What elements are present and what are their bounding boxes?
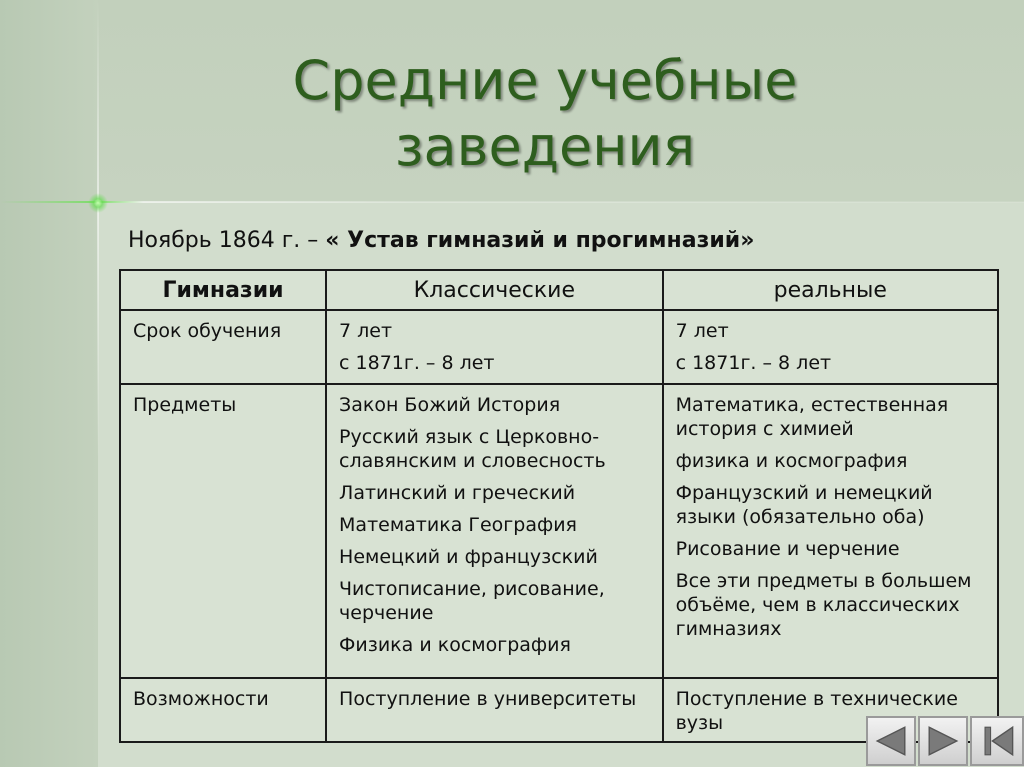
cell-real: Поступление в технические вузы xyxy=(663,678,998,742)
cell-classical: Поступление в университеты xyxy=(326,678,663,742)
table-row-subjects xyxy=(120,384,998,678)
decorative-sparkle-icon xyxy=(88,193,108,213)
cell-classical: 7 лет с 1871г. – 8 лет xyxy=(326,310,663,384)
header-classical: Классические xyxy=(326,270,663,310)
header-gymnasiums: Гимназии xyxy=(120,270,326,310)
row-label: Предметы xyxy=(120,384,326,678)
row-label: Срок обучения xyxy=(120,310,326,384)
cell-classical: Закон Божий История Русский язык с Церковно-славянским и словесность Латинский и греческий Математика География Немецкий и французский Чистописание, рисование, черчение Физика и космография xyxy=(326,384,663,678)
slide-title xyxy=(200,48,890,180)
row-label: Возможности xyxy=(120,678,326,742)
triangle-left-icon xyxy=(868,718,914,764)
cell-real: 7 лет с 1871г. – 8 лет xyxy=(663,310,998,384)
decorative-vertical-line xyxy=(97,0,99,767)
slide-subtitle xyxy=(128,228,754,253)
slide-title-line1: Средние учебные xyxy=(292,49,798,112)
decorative-horizontal-line xyxy=(0,201,1024,203)
table-header-row xyxy=(120,270,998,310)
previous-slide-button[interactable] xyxy=(866,716,916,766)
last-slide-button[interactable] xyxy=(970,716,1024,766)
header-real: реальные xyxy=(663,270,998,310)
next-slide-button[interactable] xyxy=(918,716,968,766)
subtitle-date: Ноябрь 1864 г. – xyxy=(128,228,326,253)
cell-real: Математика, естественная история с химией физика и космография Французский и немецкий языки (обязательно оба) Рисование и черчение Все эти предметы в большем объёме, чем в классических гимназиях xyxy=(663,384,998,678)
gymnasium-comparison-table xyxy=(119,269,999,743)
skip-end-icon xyxy=(972,718,1022,764)
background-left-stripe xyxy=(0,0,98,767)
subtitle-statute: « Устав гимназий и прогимназий» xyxy=(325,228,755,253)
triangle-right-icon xyxy=(920,718,966,764)
slide-title-line2: заведения xyxy=(394,115,696,178)
table-row-duration xyxy=(120,310,998,384)
